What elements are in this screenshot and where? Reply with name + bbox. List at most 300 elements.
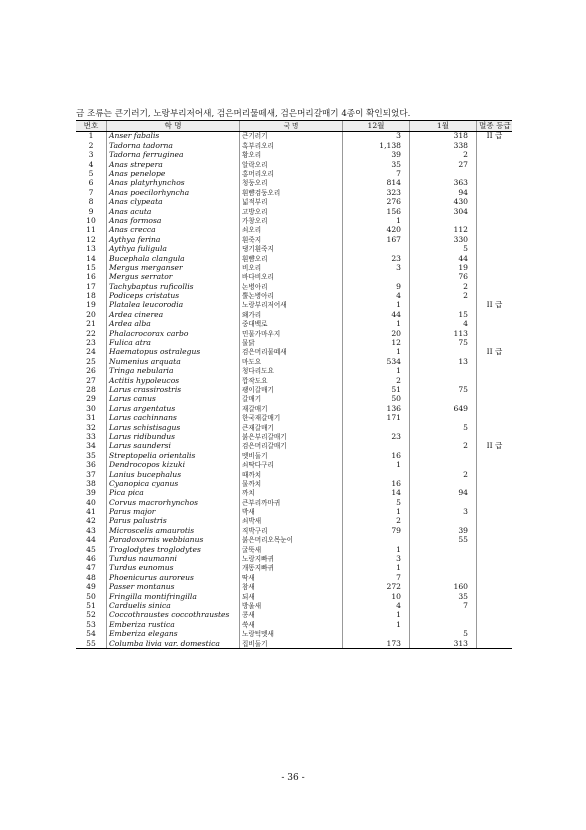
cell-number: 7 [88, 188, 94, 197]
cell-january-count: 39 [410, 526, 477, 535]
cell-scientific-name: Ardea alba [107, 320, 240, 329]
cell-january-count: 5 [410, 245, 477, 254]
cell-january-count: 7 [410, 602, 477, 611]
cell-endangered-grade [477, 620, 513, 629]
table-header-row [76, 121, 512, 132]
cell-january-count [410, 348, 477, 357]
cell-number: 42 [86, 517, 96, 526]
cell-december-count [343, 536, 410, 545]
cell-scientific-name: Larus crassirostris [107, 386, 240, 395]
cell-december-count: 1 [343, 367, 410, 376]
cell-december-count: 3 [343, 132, 410, 142]
table-row [76, 245, 512, 254]
cell-endangered-grade [477, 217, 513, 226]
cell-december-count: 1 [343, 461, 410, 470]
cell-scientific-name: Larus cachinnans [107, 414, 240, 423]
table-row [76, 263, 512, 272]
cell-number: 43 [86, 526, 96, 535]
cell-scientific-name: Phalacrocorax carbo [107, 329, 240, 338]
table-row [76, 217, 512, 226]
cell-january-count [410, 573, 477, 582]
cell-endangered-grade [477, 226, 513, 235]
cell-december-count: 4 [343, 292, 410, 301]
cell-number: 37 [86, 470, 96, 479]
cell-number: 50 [86, 592, 96, 601]
cell-scientific-name: Mergus merganser [107, 263, 240, 272]
cell-endangered-grade [477, 479, 513, 488]
cell-scientific-name: Coccothraustes coccothraustes [107, 611, 240, 620]
table-row [76, 602, 512, 611]
cell-january-count [410, 620, 477, 629]
cell-january-count: 44 [410, 254, 477, 263]
cell-endangered-grade: II 급 [477, 301, 513, 310]
cell-korean-name: 재갈매기 [240, 404, 343, 413]
cell-endangered-grade [477, 198, 513, 207]
cell-number: 36 [86, 460, 96, 470]
cell-scientific-name: Phoenicurus auroreus [107, 573, 240, 582]
cell-december-count: 2 [343, 376, 410, 385]
cell-korean-name: 마도요 [240, 357, 343, 366]
cell-january-count: 338 [410, 141, 477, 150]
cell-korean-name: 비오리 [240, 263, 343, 272]
cell-korean-name: 직박구리 [240, 526, 343, 535]
cell-endangered-grade [477, 395, 513, 404]
cell-january-count [410, 498, 477, 507]
header-january: 1월 [410, 121, 477, 132]
cell-scientific-name: Tadorna tadorna [107, 141, 240, 150]
cell-endangered-grade [477, 320, 513, 329]
cell-december-count: 7 [343, 573, 410, 582]
table-row [76, 489, 512, 498]
cell-number: 4 [88, 160, 94, 169]
cell-number: 3 [88, 150, 94, 160]
cell-endangered-grade [477, 339, 513, 348]
cell-number: 6 [88, 178, 94, 188]
cell-december-count: 4 [343, 602, 410, 611]
cell-endangered-grade [477, 207, 513, 216]
cell-december-count: 23 [343, 254, 410, 263]
cell-number: 30 [86, 404, 96, 413]
cell-number: 34 [86, 441, 96, 451]
cell-january-count: 5 [410, 423, 477, 432]
cell-scientific-name: Larus schistisagus [107, 423, 240, 432]
cell-endangered-grade [477, 376, 513, 385]
intro-paragraph: 금 조류는 큰기러기, 노랑부리저어새, 검은머리물떼새, 검은머리갈매기 4종이 확인되었다. [76, 109, 411, 119]
cell-endangered-grade [477, 639, 513, 649]
cell-korean-name: 개똥지빠귀 [240, 564, 343, 573]
cell-december-count: 12 [343, 339, 410, 348]
table-row [76, 564, 512, 573]
cell-december-count: 35 [343, 160, 410, 169]
cell-december-count: 1 [343, 611, 410, 620]
table-row [76, 508, 512, 517]
table-row [76, 536, 512, 545]
cell-january-count [410, 545, 477, 554]
cell-january-count [410, 301, 477, 310]
cell-korean-name: 괭이갈매기 [240, 386, 343, 395]
cell-january-count: 75 [410, 339, 477, 348]
cell-scientific-name: Turdus eunomus [107, 564, 240, 573]
cell-korean-name: 쑥새 [240, 620, 343, 629]
cell-december-count: 272 [343, 583, 410, 592]
cell-korean-name: 넓적부리 [240, 198, 343, 207]
cell-scientific-name: Larus saundersi [107, 442, 240, 451]
cell-january-count: 55 [410, 536, 477, 545]
cell-december-count: 1 [343, 620, 410, 629]
cell-endangered-grade [477, 292, 513, 301]
table-row [76, 470, 512, 479]
cell-korean-name: 깝작도요 [240, 376, 343, 385]
cell-december-count: 1 [343, 545, 410, 554]
cell-number: 38 [86, 479, 96, 488]
cell-number: 18 [86, 291, 96, 301]
cell-endangered-grade [477, 536, 513, 545]
cell-scientific-name: Anas platyrhynchos [107, 179, 240, 188]
cell-number: 16 [86, 272, 96, 282]
cell-endangered-grade [477, 160, 513, 169]
cell-korean-name: 물까치 [240, 479, 343, 488]
cell-december-count [343, 442, 410, 451]
cell-korean-name: 굴뚝새 [240, 545, 343, 554]
table-row [76, 141, 512, 150]
cell-january-count: 5 [410, 630, 477, 639]
cell-december-count: 79 [343, 526, 410, 535]
cell-endangered-grade [477, 170, 513, 179]
table-row [76, 179, 512, 188]
header-scientific-name: 학 명 [107, 121, 240, 132]
cell-january-count: 4 [410, 320, 477, 329]
cell-endangered-grade [477, 386, 513, 395]
cell-number: 11 [86, 225, 96, 235]
cell-scientific-name: Aythya ferina [107, 235, 240, 244]
cell-endangered-grade: II 급 [477, 348, 513, 357]
cell-endangered-grade [477, 141, 513, 150]
table-row [76, 498, 512, 507]
table-row [76, 620, 512, 629]
cell-number: 24 [86, 347, 96, 357]
cell-korean-name: 중대백로 [240, 320, 343, 329]
cell-january-count: 363 [410, 179, 477, 188]
cell-korean-name: 노랑턱멧새 [240, 630, 343, 639]
cell-endangered-grade [477, 254, 513, 263]
cell-january-count [410, 414, 477, 423]
table-row [76, 348, 512, 357]
cell-number: 49 [86, 582, 96, 592]
cell-korean-name: 쇠박새 [240, 517, 343, 526]
cell-january-count [410, 376, 477, 385]
cell-korean-name: 쇠딱다구리 [240, 461, 343, 470]
cell-december-count: 167 [343, 235, 410, 244]
cell-january-count: 15 [410, 310, 477, 319]
table-row [76, 386, 512, 395]
cell-january-count [410, 217, 477, 226]
cell-scientific-name: Fringilla montifringilla [107, 592, 240, 601]
cell-korean-name: 큰기러기 [240, 132, 343, 142]
table-row [76, 414, 512, 423]
cell-december-count: 420 [343, 226, 410, 235]
table-row [76, 423, 512, 432]
cell-january-count [410, 433, 477, 442]
cell-number: 55 [76, 639, 107, 649]
cell-korean-name: 논병아리 [240, 282, 343, 291]
cell-korean-name: 바다비오리 [240, 273, 343, 282]
cell-december-count [343, 470, 410, 479]
cell-endangered-grade [477, 151, 513, 160]
cell-december-count: 39 [343, 151, 410, 160]
cell-scientific-name: Podiceps cristatus [107, 292, 240, 301]
cell-december-count [343, 245, 410, 254]
cell-scientific-name: Larus argentatus [107, 404, 240, 413]
cell-korean-name: 큰재갈매기 [240, 423, 343, 432]
cell-december-count [343, 423, 410, 432]
cell-number: 14 [86, 254, 96, 263]
cell-january-count: 13 [410, 357, 477, 366]
table-row [76, 292, 512, 301]
cell-scientific-name: Emberiza elegans [107, 630, 240, 639]
cell-korean-name: 검은머리갈매기 [240, 442, 343, 451]
cell-december-count: 16 [343, 479, 410, 488]
cell-scientific-name: Fulica atra [107, 339, 240, 348]
cell-scientific-name: Anas formosa [107, 217, 240, 226]
cell-scientific-name: Tringa nebularia [107, 367, 240, 376]
cell-endangered-grade [477, 433, 513, 442]
cell-scientific-name: Passer montanus [107, 583, 240, 592]
cell-january-count [410, 451, 477, 460]
cell-korean-name: 참새 [240, 583, 343, 592]
cell-scientific-name: Haematopus ostralegus [107, 348, 240, 357]
header-december: 12월 [343, 121, 410, 132]
cell-korean-name: 왜가리 [240, 310, 343, 319]
cell-december-count: 276 [343, 198, 410, 207]
cell-endangered-grade [477, 282, 513, 291]
cell-korean-name: 큰부리까마귀 [240, 498, 343, 507]
cell-endangered-grade [477, 329, 513, 338]
cell-january-count: 2 [410, 292, 477, 301]
table-row [76, 583, 512, 592]
cell-scientific-name: Platalea leucorodia [107, 301, 240, 310]
cell-january-count: 313 [410, 639, 477, 649]
table-row [76, 451, 512, 460]
cell-korean-name: 물닭 [240, 339, 343, 348]
cell-january-count: 160 [410, 583, 477, 592]
cell-january-count: 430 [410, 198, 477, 207]
cell-december-count: 1 [343, 301, 410, 310]
cell-scientific-name: Anas penelope [107, 170, 240, 179]
cell-january-count: 304 [410, 207, 477, 216]
cell-number: 23 [86, 338, 96, 348]
cell-december-count: 16 [343, 451, 410, 460]
cell-number: 32 [86, 423, 96, 432]
cell-scientific-name: Cyanopica cyanus [107, 479, 240, 488]
table-row [76, 630, 512, 639]
cell-endangered-grade [477, 235, 513, 244]
cell-korean-name: 붉은부리갈매기 [240, 433, 343, 442]
cell-january-count [410, 479, 477, 488]
cell-january-count: 112 [410, 226, 477, 235]
cell-korean-name: 홍머리오리 [240, 170, 343, 179]
cell-number: 27 [86, 376, 96, 385]
table-row [76, 639, 512, 649]
cell-number: 48 [86, 573, 96, 582]
cell-scientific-name: Ardea cinerea [107, 310, 240, 319]
cell-january-count [410, 517, 477, 526]
cell-endangered-grade [477, 451, 513, 460]
cell-scientific-name: Aythya fuligula [107, 245, 240, 254]
cell-scientific-name: Anser fabalis [107, 132, 240, 142]
cell-number: 17 [86, 282, 96, 291]
cell-scientific-name: Streptopelia orientalis [107, 451, 240, 460]
cell-endangered-grade [477, 583, 513, 592]
cell-number: 51 [86, 601, 96, 610]
cell-endangered-grade [477, 602, 513, 611]
cell-number: 5 [88, 169, 94, 178]
table-row [76, 170, 512, 179]
cell-korean-name: 알락오리 [240, 160, 343, 169]
table-row [76, 357, 512, 366]
cell-endangered-grade [477, 367, 513, 376]
cell-korean-name: 흰뺨오리 [240, 254, 343, 263]
cell-january-count [410, 395, 477, 404]
cell-number: 25 [86, 357, 96, 366]
cell-number: 22 [86, 329, 96, 338]
table-row [76, 526, 512, 535]
cell-number: 21 [86, 319, 96, 329]
cell-january-count: 649 [410, 404, 477, 413]
cell-korean-name: 혹부리오리 [240, 141, 343, 150]
table-row [76, 433, 512, 442]
cell-number: 10 [86, 216, 96, 225]
cell-korean-name: 갈매기 [240, 395, 343, 404]
table-row [76, 367, 512, 376]
cell-scientific-name: Turdus naumanni [107, 555, 240, 564]
cell-january-count: 318 [410, 132, 477, 142]
table-row [76, 592, 512, 601]
cell-january-count [410, 555, 477, 564]
cell-scientific-name: Mergus serrator [107, 273, 240, 282]
cell-december-count: 171 [343, 414, 410, 423]
cell-january-count: 35 [410, 592, 477, 601]
cell-january-count: 3 [410, 508, 477, 517]
cell-number: 53 [86, 620, 96, 629]
cell-january-count: 19 [410, 263, 477, 272]
cell-scientific-name: Corvus macrorhynchos [107, 498, 240, 507]
cell-endangered-grade [477, 179, 513, 188]
cell-endangered-grade [477, 573, 513, 582]
cell-endangered-grade [477, 526, 513, 535]
cell-scientific-name: Tadorna ferruginea [107, 151, 240, 160]
cell-december-count: 51 [343, 386, 410, 395]
cell-scientific-name: Numenius arquata [107, 357, 240, 366]
cell-number: 33 [86, 432, 96, 441]
cell-korean-name: 때까치 [240, 470, 343, 479]
table-row [76, 151, 512, 160]
table-row [76, 310, 512, 319]
table-row [76, 545, 512, 554]
cell-scientific-name: Parus palustris [107, 517, 240, 526]
bird-survey-table [76, 120, 512, 649]
cell-endangered-grade [477, 517, 513, 526]
table-row [76, 329, 512, 338]
cell-endangered-grade [477, 414, 513, 423]
cell-korean-name: 노랑지빠귀 [240, 555, 343, 564]
cell-december-count: 2 [343, 517, 410, 526]
cell-december-count: 1 [343, 564, 410, 573]
cell-january-count: 75 [410, 386, 477, 395]
cell-number: 45 [86, 545, 96, 554]
table-row [76, 198, 512, 207]
cell-korean-name: 뿔논병아리 [240, 292, 343, 301]
cell-scientific-name: Lanius bucephalus [107, 470, 240, 479]
cell-korean-name: 댕기흰죽지 [240, 245, 343, 254]
cell-number: 31 [86, 413, 96, 423]
cell-january-count: 2 [410, 442, 477, 451]
cell-december-count: 534 [343, 357, 410, 366]
cell-number: 46 [86, 554, 96, 564]
cell-korean-name: 청다리도요 [240, 367, 343, 376]
cell-scientific-name: Actitis hypoleucos [107, 376, 240, 385]
cell-scientific-name: Microscelis amaurotis [107, 526, 240, 535]
cell-endangered-grade [477, 423, 513, 432]
cell-number: 13 [86, 244, 96, 254]
page-number: - 36 - [281, 773, 305, 783]
cell-endangered-grade [477, 470, 513, 479]
cell-endangered-grade [477, 461, 513, 470]
cell-number: 44 [86, 535, 96, 545]
cell-number: 40 [86, 498, 96, 507]
cell-endangered-grade [477, 592, 513, 601]
cell-number: 28 [86, 385, 96, 394]
cell-korean-name: 멧비둘기 [240, 451, 343, 460]
cell-number: 35 [86, 451, 96, 460]
cell-december-count: 173 [343, 639, 410, 649]
cell-scientific-name: Emberiza rustica [107, 620, 240, 629]
table-row [76, 132, 512, 142]
table-row [76, 273, 512, 282]
cell-december-count: 7 [343, 170, 410, 179]
cell-december-count: 20 [343, 329, 410, 338]
cell-number: 19 [86, 301, 96, 310]
cell-january-count [410, 461, 477, 470]
cell-december-count: 814 [343, 179, 410, 188]
cell-scientific-name: Larus ridibundus [107, 433, 240, 442]
table-row [76, 188, 512, 197]
cell-korean-name: 되새 [240, 592, 343, 601]
cell-number: 26 [86, 366, 96, 376]
cell-korean-name: 청둥오리 [240, 179, 343, 188]
table-row [76, 254, 512, 263]
cell-scientific-name: Parus major [107, 508, 240, 517]
table-row [76, 461, 512, 470]
cell-endangered-grade [477, 404, 513, 413]
cell-scientific-name: Troglodytes troglodytes [107, 545, 240, 554]
cell-january-count [410, 564, 477, 573]
cell-december-count: 14 [343, 489, 410, 498]
table-row [76, 226, 512, 235]
cell-korean-name: 고방오리 [240, 207, 343, 216]
table-row [76, 573, 512, 582]
table-row [76, 207, 512, 216]
cell-scientific-name: Larus canus [107, 395, 240, 404]
cell-korean-name: 가창오리 [240, 217, 343, 226]
cell-korean-name: 흰뺨검둥오리 [240, 188, 343, 197]
cell-number: 39 [86, 488, 96, 498]
cell-scientific-name: Anas strepera [107, 160, 240, 169]
cell-december-count: 5 [343, 498, 410, 507]
table-row [76, 479, 512, 488]
cell-scientific-name: Anas poecilorhyncha [107, 188, 240, 197]
cell-december-count: 323 [343, 188, 410, 197]
cell-endangered-grade [477, 310, 513, 319]
